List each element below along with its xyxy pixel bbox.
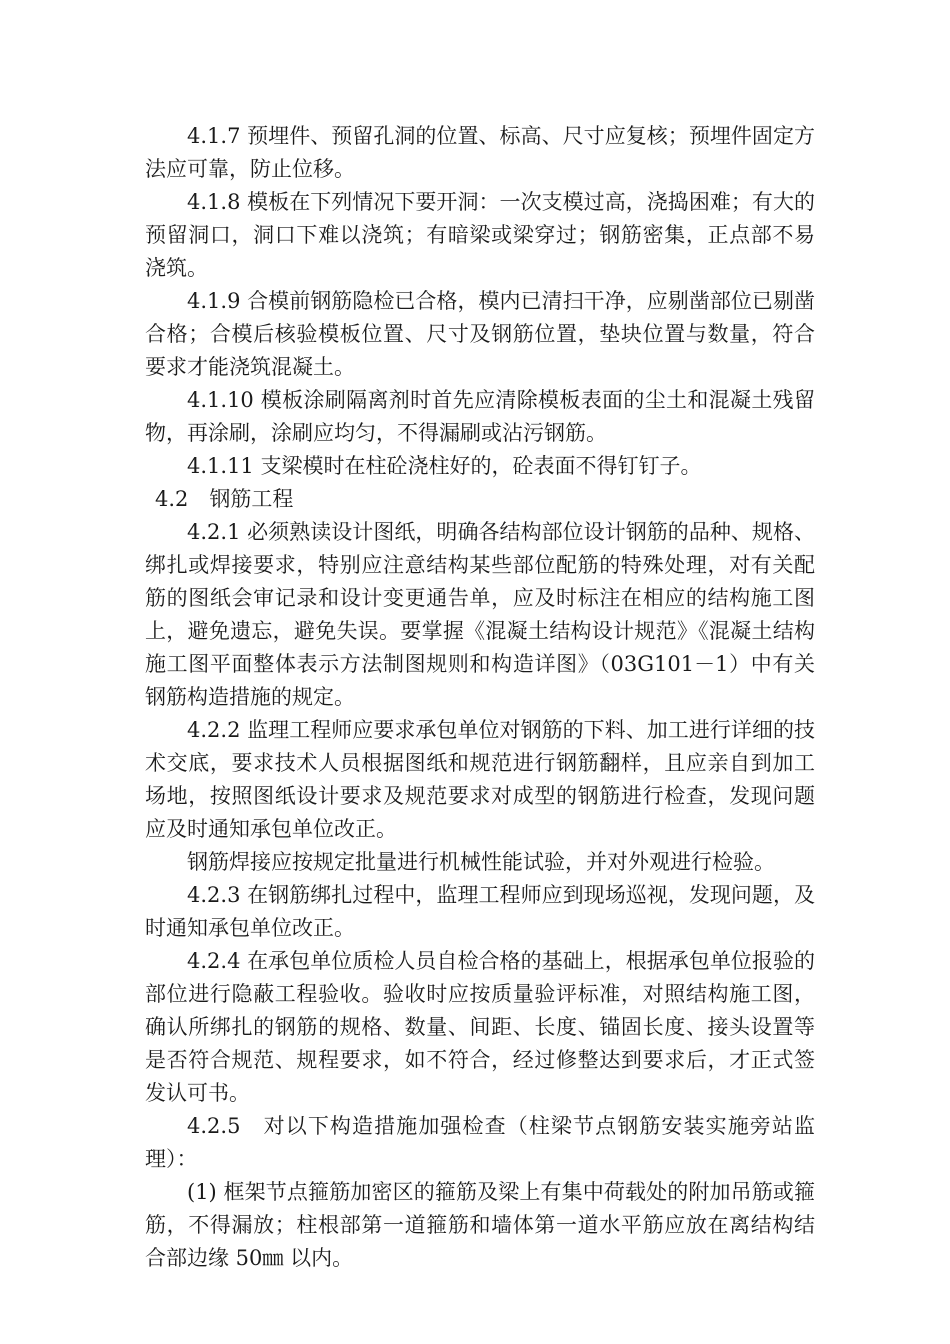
paragraph-4-1-11: 4.1.11 支梁模时在柱砼浇柱好的，砼表面不得钉钉子。 (187, 454, 702, 478)
paragraph-4-2-5: 4.2.5 对以下构造措施加强检查（柱梁节点钢筋安装实施旁站监理）： (145, 1114, 815, 1171)
document-body (145, 120, 815, 1275)
paragraph-4-2-3: 4.2.3 在钢筋绑扎过程中，监理工程师应到现场巡视，发现问题，及时通知承包单位改正。 (145, 883, 815, 940)
paragraph-4-1-9: 4.1.9 合模前钢筋隐检已合格，模内已清扫干净，应剔凿部位已剔凿合格；合模后核验模板位置、尺寸及钢筋位置，垫块位置与数量，符合要求才能浇筑混凝土。 (145, 289, 815, 379)
section-heading-4-2: 4.2 钢筋工程 (155, 487, 294, 511)
paragraph-4-1-8: 4.1.8 模板在下列情况下要开洞：一次支模过高，浇捣困难；有大的预留洞口，洞口下难以浇筑；有暗梁或梁穿过；钢筋密集，正点部不易浇筑。 (145, 190, 815, 280)
paragraph-welding: 钢筋焊接应按规定批量进行机械性能试验，并对外观进行检验。 (187, 850, 775, 874)
paragraph-4-1-7: 4.1.7 预埋件、预留孔洞的位置、标高、尺寸应复核；预埋件固定方法应可靠，防止位移。 (145, 124, 815, 181)
paragraph-4-2-1: 4.2.1 必须熟读设计图纸，明确各结构部位设计钢筋的品种、规格、绑扎或焊接要求，特别应注意结构某些部位配筋的特殊处理，对有关配筋的图纸会审记录和设计变更通告单，应及时标注在相应的结构施工图上，避免遗忘，避免失误。要掌握《混凝土结构设计规范》《混凝土结构施工图平面整体表示方法制图规则和构造详图》（03G101－1）中有关钢筋构造措施的规定。 (145, 520, 815, 709)
paragraph-4-1-10: 4.1.10 模板涂刷隔离剂时首先应清除模板表面的尘土和混凝土残留物，再涂刷，涂刷应均匀，不得漏刷或沾污钢筋。 (145, 388, 815, 445)
paragraph-4-2-2: 4.2.2 监理工程师应要求承包单位对钢筋的下料、加工进行详细的技术交底，要求技术人员根据图纸和规范进行钢筋翻样，且应亲自到加工场地，按照图纸设计要求及规范要求对成型的钢筋进行检查，发现问题应及时通知承包单位改正。 (145, 718, 815, 841)
paragraph-item-1: (1) 框架节点箍筋加密区的箍筋及梁上有集中荷载处的附加吊筋或箍筋，不得漏放；柱根部第一道箍筋和墙体第一道水平筋应放在离结构结合部边缘 50㎜ 以内。 (145, 1180, 815, 1270)
paragraph-4-2-4: 4.2.4 在承包单位质检人员自检合格的基础上，根据承包单位报验的部位进行隐蔽工程验收。验收时应按质量验评标准，对照结构施工图，确认所绑扎的钢筋的规格、数量、间距、长度、锚固长度、接头设置等是否符合规范、规程要求，如不符合，经过修整达到要求后，才正式签发认可书。 (145, 949, 815, 1105)
